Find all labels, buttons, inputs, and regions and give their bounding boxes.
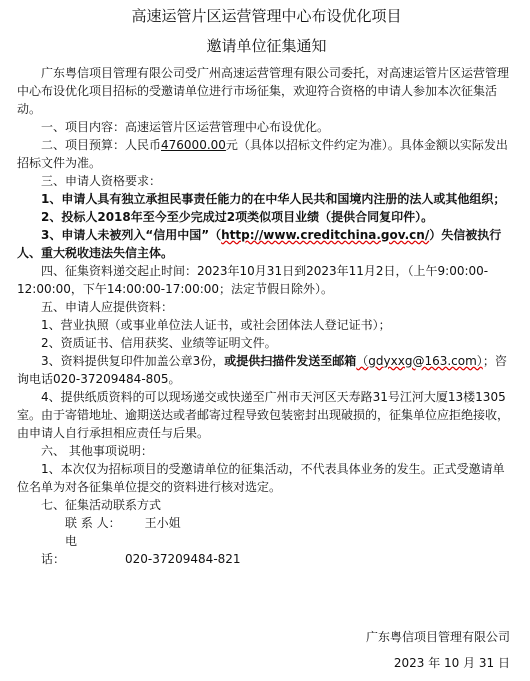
materials-item-4: 4、提供纸质资料的可以现场递交或快递至广州市天河区天寿路31号江河大厦13楼1305室。由于寄错地址、逾期送达或者邮寄过程导致包装密封出现破损的，征集单位应拒绝接收，由申请人自行承担相应责任与后果。 <box>17 390 510 440</box>
contact-phone-row <box>17 532 516 568</box>
qualification-item-1: 1、申请人具有独立承担民事责任能力的在中华人民共和国境内注册的法人或其他组织； <box>41 192 506 206</box>
materials-item-3-pre: 3、资料提供复印件加盖公章3份， <box>41 354 225 368</box>
other-item-1: 1、本次仅为招标项目的受邀请单位的征集活动，不代表具体业务的发生。正式受邀请单位名单为对各征集单位提交的资料进行核对选定。 <box>17 462 505 494</box>
budget-label: 二、项目预算：人民币 <box>41 138 162 152</box>
document-subtitle: 邀请单位征集通知 <box>206 37 327 55</box>
contact-person-label: 联 系 人： <box>65 516 121 530</box>
materials-item-1: 1、营业执照（或事业单位法人证书，或社会团体法人登记证书）； <box>41 318 391 332</box>
materials-item-3-email-note: 或提供扫描件发送至邮箱 <box>224 354 357 368</box>
signature-date: 2023 年 10 月 31 日 <box>393 656 510 670</box>
section-materials-heading: 五、申请人应提供资料： <box>41 300 174 314</box>
qualification-item-3-post: ）失信被执行人、重大税收违法失信主体。 <box>17 228 502 260</box>
contact-phone-value: 020-37209484-821 <box>125 552 241 566</box>
materials-item-2: 2、资质证书、信用获奖、业绩等证明文件。 <box>41 336 277 350</box>
contact-person-row <box>17 514 516 532</box>
materials-item-3 <box>17 352 516 388</box>
credit-china-link[interactable]: http://www.creditchina.gov.cn/ <box>221 228 430 242</box>
section-project-content: 一、项目内容：高速运管片区运营管理中心布设优化。 <box>41 120 330 134</box>
signature-company: 广东粤信项目管理有限公司 <box>365 630 510 644</box>
qualification-item-3-pre: 3、申请人未被列入“信用中国”（ <box>41 228 222 242</box>
budget-note: 元（具体以招标文件约定为准）。具体金额以实际发出招标文件为准。 <box>17 138 508 170</box>
section-budget <box>17 136 516 172</box>
document-title: 高速运管片区运营管理中心布设优化项目 <box>131 7 402 25</box>
intro-paragraph: 广东粤信项目管理有限公司受广州高速运营管理有限公司委托，对高速运管片区运营管理中心布设优化项目招标的受邀请单位进行市场征集，欢迎符合资格的申请人参加本次征集活动。 <box>17 66 510 116</box>
qualification-item-3 <box>17 226 516 262</box>
section-contact-heading: 七、征集活动联系方式 <box>41 498 162 512</box>
budget-amount: 476000.00 <box>161 138 226 152</box>
email-link[interactable]: （gdyxxg@163.com） <box>356 354 483 368</box>
section-other-heading: 六、 其他事项说明： <box>41 444 153 458</box>
section-submission-time: 四、征集资料递交起止时间：2023年10月31日到2023年11月2日，（上午9:00:00-12:00:00，下午14:00:00-17:00:00；法定节假日除外）。 <box>17 264 489 296</box>
contact-person-name: 王小姐 <box>144 516 181 530</box>
section-qualification-heading: 三、申请人资格要求： <box>41 174 162 188</box>
qualification-item-2: 2、投标人2018年至今至少完成过2项类似项目业绩（提供合同复印件）。 <box>41 210 434 224</box>
contact-phone-label: 电 话： <box>41 534 102 566</box>
materials-item-3-phone: ；咨询电话020-37209484-805。 <box>17 354 507 386</box>
